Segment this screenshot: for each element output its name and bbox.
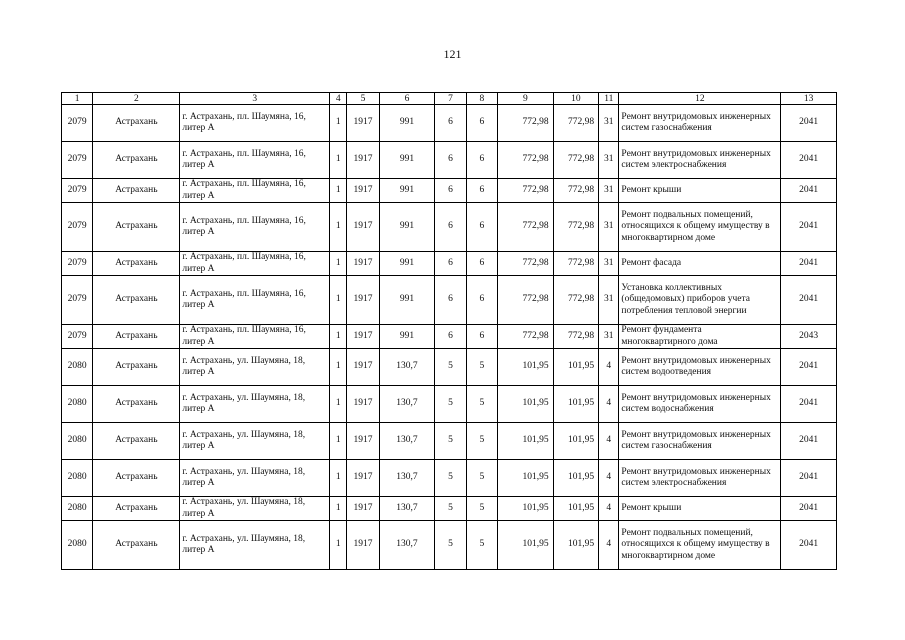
table-cell-col-5: 1917 <box>347 179 379 203</box>
table-cell-col-2: Астрахань <box>93 142 180 179</box>
table-cell-col-10: 101,95 <box>553 386 599 423</box>
table-cell-col-4: 1 <box>330 423 347 460</box>
table-cell-col-4: 1 <box>330 521 347 570</box>
table-cell-col-8: 5 <box>466 497 497 521</box>
table-cell-col-11: 4 <box>599 423 619 460</box>
column-header: 11 <box>599 93 619 105</box>
table-cell-col-7: 6 <box>435 325 466 349</box>
table-cell-col-7: 6 <box>435 105 466 142</box>
table-cell-col-13: 2041 <box>781 497 837 521</box>
table-cell-col-11: 31 <box>599 203 619 252</box>
table-cell-col-4: 1 <box>330 349 347 386</box>
table-cell-col-10: 772,98 <box>553 179 599 203</box>
table-cell-col-4: 1 <box>330 386 347 423</box>
table-cell-col-4: 1 <box>330 203 347 252</box>
table-cell-col-7: 5 <box>435 497 466 521</box>
table-cell-col-13: 2041 <box>781 276 837 325</box>
table-cell-col-4: 1 <box>330 497 347 521</box>
table-cell-col-6: 130,7 <box>379 423 435 460</box>
table-cell-col-7: 5 <box>435 423 466 460</box>
table-cell-col-6: 991 <box>379 252 435 276</box>
table-cell-col-6: 991 <box>379 325 435 349</box>
table-cell-col-3: г. Астрахань, пл. Шаумяна, 16, литер А <box>180 325 330 349</box>
table-cell-col-1: 2079 <box>62 142 93 179</box>
table-cell-col-3: г. Астрахань, пл. Шаумяна, 16, литер А <box>180 142 330 179</box>
table-cell-col-1: 2080 <box>62 386 93 423</box>
table-cell-col-2: Астрахань <box>93 179 180 203</box>
table-cell-col-9: 772,98 <box>498 179 554 203</box>
table-cell-col-9: 772,98 <box>498 105 554 142</box>
table-cell-col-5: 1917 <box>347 460 379 497</box>
table-cell-col-8: 6 <box>466 142 497 179</box>
column-header: 3 <box>180 93 330 105</box>
table-cell-col-8: 6 <box>466 252 497 276</box>
column-header: 8 <box>466 93 497 105</box>
table-cell-col-8: 6 <box>466 105 497 142</box>
table-cell-col-6: 991 <box>379 203 435 252</box>
table-cell-col-7: 5 <box>435 386 466 423</box>
table-cell-col-12: Ремонт внутридомовых инженерных систем водоотведения <box>619 349 781 386</box>
table-cell-col-7: 6 <box>435 142 466 179</box>
table-cell-col-6: 991 <box>379 105 435 142</box>
table-cell-col-10: 772,98 <box>553 105 599 142</box>
table-cell-col-13: 2041 <box>781 349 837 386</box>
table-cell-col-11: 31 <box>599 105 619 142</box>
table-cell-col-13: 2041 <box>781 142 837 179</box>
table-cell-col-11: 31 <box>599 179 619 203</box>
column-header: 7 <box>435 93 466 105</box>
column-header: 12 <box>619 93 781 105</box>
table-cell-col-3: г. Астрахань, ул. Шаумяна, 18, литер А <box>180 423 330 460</box>
table-cell-col-10: 101,95 <box>553 521 599 570</box>
table-row <box>62 203 837 252</box>
table-cell-col-11: 4 <box>599 521 619 570</box>
table-cell-col-5: 1917 <box>347 423 379 460</box>
table-cell-col-12: Ремонт внутридомовых инженерных систем водоснабжения <box>619 386 781 423</box>
table-cell-col-5: 1917 <box>347 521 379 570</box>
table-cell-col-10: 772,98 <box>553 325 599 349</box>
column-header: 5 <box>347 93 379 105</box>
table-cell-col-13: 2043 <box>781 325 837 349</box>
table-cell-col-12: Ремонт подвальных помещений, относящихся к общему имуществу в многоквартирном доме <box>619 203 781 252</box>
table-row <box>62 386 837 423</box>
table-cell-col-10: 772,98 <box>553 203 599 252</box>
table-cell-col-8: 6 <box>466 203 497 252</box>
table-cell-col-1: 2080 <box>62 423 93 460</box>
table-cell-col-9: 101,95 <box>498 497 554 521</box>
table-cell-col-2: Астрахань <box>93 423 180 460</box>
table-cell-col-7: 6 <box>435 203 466 252</box>
table-cell-col-5: 1917 <box>347 252 379 276</box>
table-cell-col-7: 5 <box>435 460 466 497</box>
table-row <box>62 423 837 460</box>
table-row <box>62 497 837 521</box>
table-cell-col-6: 130,7 <box>379 460 435 497</box>
table-row <box>62 521 837 570</box>
table-cell-col-13: 2041 <box>781 423 837 460</box>
table-cell-col-10: 772,98 <box>553 142 599 179</box>
table-cell-col-4: 1 <box>330 142 347 179</box>
capital-repair-table <box>61 92 837 570</box>
table-cell-col-3: г. Астрахань, пл. Шаумяна, 16, литер А <box>180 276 330 325</box>
table-cell-col-1: 2079 <box>62 203 93 252</box>
table-cell-col-10: 101,95 <box>553 349 599 386</box>
table-cell-col-12: Ремонт подвальных помещений, относящихся к общему имуществу в многоквартирном доме <box>619 521 781 570</box>
table-cell-col-2: Астрахань <box>93 276 180 325</box>
table-cell-col-13: 2041 <box>781 386 837 423</box>
table-cell-col-9: 772,98 <box>498 252 554 276</box>
table-cell-col-2: Астрахань <box>93 386 180 423</box>
table-cell-col-11: 31 <box>599 142 619 179</box>
table-cell-col-1: 2080 <box>62 349 93 386</box>
table-cell-col-5: 1917 <box>347 105 379 142</box>
table-cell-col-5: 1917 <box>347 497 379 521</box>
table-cell-col-3: г. Астрахань, пл. Шаумяна, 16, литер А <box>180 105 330 142</box>
table-cell-col-12: Ремонт фундамента многоквартирного дома <box>619 325 781 349</box>
table-row <box>62 349 837 386</box>
table-cell-col-8: 6 <box>466 276 497 325</box>
table-cell-col-4: 1 <box>330 105 347 142</box>
table-body <box>62 105 837 570</box>
table-cell-col-13: 2041 <box>781 460 837 497</box>
table-cell-col-8: 5 <box>466 349 497 386</box>
table-cell-col-10: 101,95 <box>553 497 599 521</box>
table-cell-col-1: 2079 <box>62 252 93 276</box>
table-cell-col-1: 2080 <box>62 521 93 570</box>
table-cell-col-2: Астрахань <box>93 252 180 276</box>
table-cell-col-5: 1917 <box>347 142 379 179</box>
table-cell-col-4: 1 <box>330 460 347 497</box>
table-cell-col-9: 772,98 <box>498 203 554 252</box>
table-cell-col-6: 130,7 <box>379 349 435 386</box>
table-cell-col-6: 991 <box>379 179 435 203</box>
table-cell-col-12: Ремонт крыши <box>619 179 781 203</box>
table-cell-col-8: 5 <box>466 386 497 423</box>
table-cell-col-5: 1917 <box>347 349 379 386</box>
column-header: 1 <box>62 93 93 105</box>
table-cell-col-8: 6 <box>466 179 497 203</box>
table-cell-col-5: 1917 <box>347 325 379 349</box>
table-cell-col-1: 2079 <box>62 276 93 325</box>
table-cell-col-2: Астрахань <box>93 349 180 386</box>
table-cell-col-10: 772,98 <box>553 276 599 325</box>
table-cell-col-3: г. Астрахань, пл. Шаумяна, 16, литер А <box>180 203 330 252</box>
table-cell-col-12: Ремонт внутридомовых инженерных систем электроснабжения <box>619 460 781 497</box>
table-cell-col-3: г. Астрахань, пл. Шаумяна, 16, литер А <box>180 179 330 203</box>
table-cell-col-13: 2041 <box>781 252 837 276</box>
table-row <box>62 325 837 349</box>
table-row <box>62 142 837 179</box>
header-row <box>62 93 837 105</box>
table-cell-col-9: 101,95 <box>498 423 554 460</box>
table-cell-col-11: 31 <box>599 325 619 349</box>
table-row <box>62 252 837 276</box>
column-header: 2 <box>93 93 180 105</box>
table-row <box>62 276 837 325</box>
table-cell-col-11: 4 <box>599 386 619 423</box>
table-cell-col-4: 1 <box>330 179 347 203</box>
table-cell-col-12: Ремонт внутридомовых инженерных систем газоснабжения <box>619 423 781 460</box>
table-cell-col-3: г. Астрахань, пл. Шаумяна, 16, литер А <box>180 252 330 276</box>
table-cell-col-9: 772,98 <box>498 276 554 325</box>
page-number: 121 <box>443 47 462 61</box>
table-cell-col-12: Ремонт фасада <box>619 252 781 276</box>
table-cell-col-8: 6 <box>466 325 497 349</box>
table-cell-col-7: 6 <box>435 276 466 325</box>
table-cell-col-13: 2041 <box>781 203 837 252</box>
column-header: 10 <box>553 93 599 105</box>
table-cell-col-7: 6 <box>435 252 466 276</box>
table-cell-col-4: 1 <box>330 325 347 349</box>
table-cell-col-1: 2079 <box>62 325 93 349</box>
table-cell-col-8: 5 <box>466 423 497 460</box>
table-cell-col-1: 2079 <box>62 105 93 142</box>
table-cell-col-9: 101,95 <box>498 349 554 386</box>
table-cell-col-6: 991 <box>379 142 435 179</box>
table-cell-col-11: 31 <box>599 276 619 325</box>
table-cell-col-1: 2080 <box>62 497 93 521</box>
table-cell-col-12: Установка коллективных (общедомовых) приборов учета потребления тепловой энергии <box>619 276 781 325</box>
table-cell-col-8: 5 <box>466 521 497 570</box>
table-cell-col-9: 772,98 <box>498 142 554 179</box>
table-cell-col-7: 6 <box>435 179 466 203</box>
table-row <box>62 460 837 497</box>
table-cell-col-5: 1917 <box>347 276 379 325</box>
table-cell-col-13: 2041 <box>781 521 837 570</box>
column-header: 6 <box>379 93 435 105</box>
table-cell-col-6: 130,7 <box>379 521 435 570</box>
table-cell-col-9: 772,98 <box>498 325 554 349</box>
table-cell-col-1: 2079 <box>62 179 93 203</box>
table-cell-col-6: 130,7 <box>379 386 435 423</box>
table-cell-col-2: Астрахань <box>93 203 180 252</box>
table-cell-col-4: 1 <box>330 276 347 325</box>
table-cell-col-2: Астрахань <box>93 325 180 349</box>
table-cell-col-3: г. Астрахань, ул. Шаумяна, 18, литер А <box>180 521 330 570</box>
table-cell-col-9: 101,95 <box>498 460 554 497</box>
table-cell-col-5: 1917 <box>347 203 379 252</box>
table-cell-col-4: 1 <box>330 252 347 276</box>
table-cell-col-9: 101,95 <box>498 521 554 570</box>
table-cell-col-7: 5 <box>435 521 466 570</box>
table-cell-col-12: Ремонт внутридомовых инженерных систем электроснабжения <box>619 142 781 179</box>
table-cell-col-2: Астрахань <box>93 460 180 497</box>
table-cell-col-3: г. Астрахань, ул. Шаумяна, 18, литер А <box>180 460 330 497</box>
table-cell-col-8: 5 <box>466 460 497 497</box>
table-cell-col-2: Астрахань <box>93 105 180 142</box>
column-header: 4 <box>330 93 347 105</box>
table-cell-col-10: 101,95 <box>553 423 599 460</box>
table-cell-col-1: 2080 <box>62 460 93 497</box>
table-cell-col-11: 4 <box>599 349 619 386</box>
table-cell-col-11: 31 <box>599 252 619 276</box>
table-cell-col-13: 2041 <box>781 105 837 142</box>
table-cell-col-13: 2041 <box>781 179 837 203</box>
table-cell-col-12: Ремонт крыши <box>619 497 781 521</box>
table-cell-col-11: 4 <box>599 497 619 521</box>
column-header: 9 <box>498 93 554 105</box>
table-cell-col-9: 101,95 <box>498 386 554 423</box>
table-cell-col-7: 5 <box>435 349 466 386</box>
table-cell-col-3: г. Астрахань, ул. Шаумяна, 18, литер А <box>180 349 330 386</box>
table-cell-col-10: 101,95 <box>553 460 599 497</box>
table-cell-col-2: Астрахань <box>93 497 180 521</box>
table-cell-col-6: 991 <box>379 276 435 325</box>
table-cell-col-6: 130,7 <box>379 497 435 521</box>
table-cell-col-12: Ремонт внутридомовых инженерных систем газоснабжения <box>619 105 781 142</box>
table-cell-col-3: г. Астрахань, ул. Шаумяна, 18, литер А <box>180 497 330 521</box>
column-header: 13 <box>781 93 837 105</box>
table-row <box>62 105 837 142</box>
table-row <box>62 179 837 203</box>
table-cell-col-3: г. Астрахань, ул. Шаумяна, 18, литер А <box>180 386 330 423</box>
table-cell-col-11: 4 <box>599 460 619 497</box>
table-cell-col-5: 1917 <box>347 386 379 423</box>
table-cell-col-2: Астрахань <box>93 521 180 570</box>
table-cell-col-10: 772,98 <box>553 252 599 276</box>
